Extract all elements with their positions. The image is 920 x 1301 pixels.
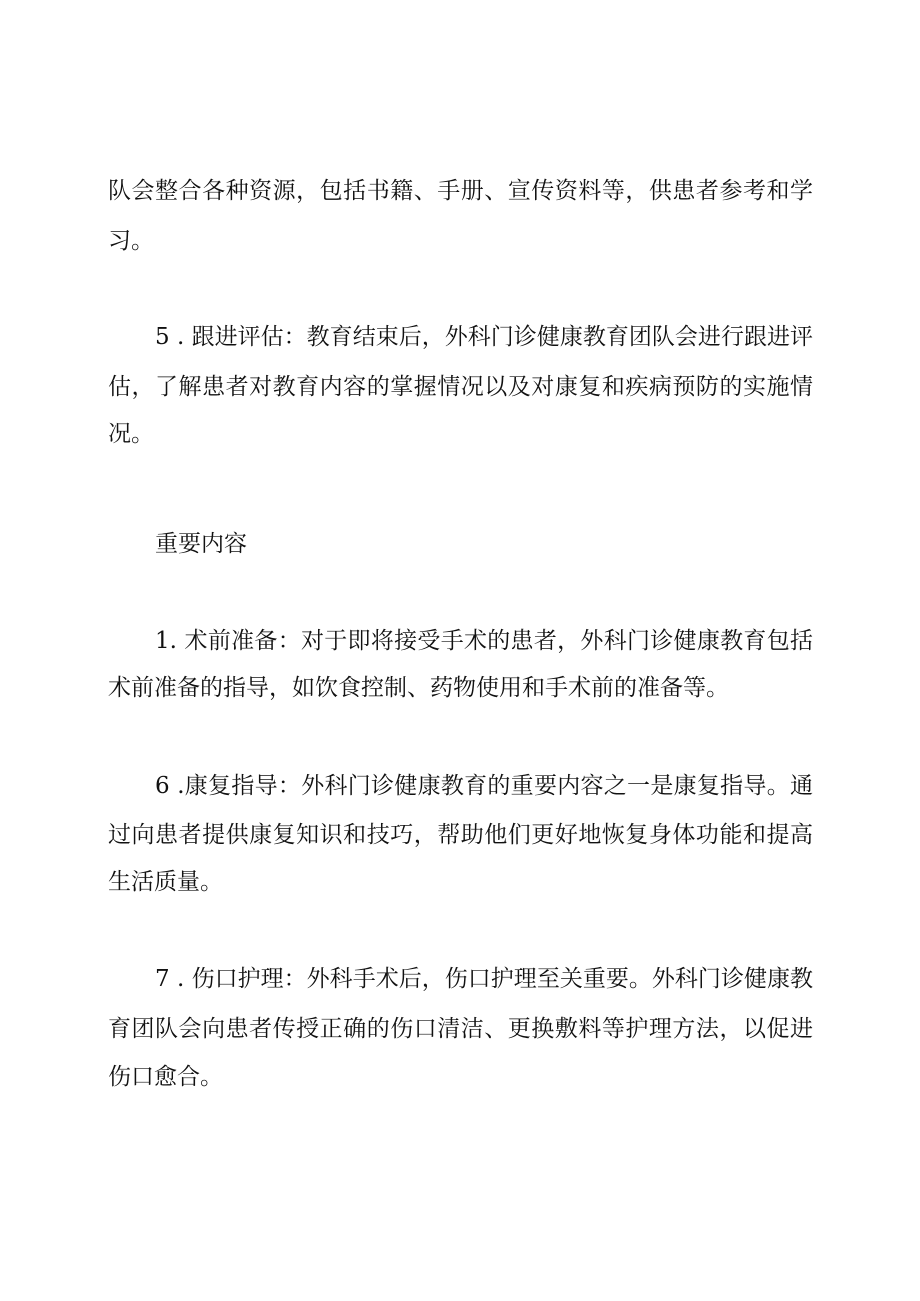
paragraph-line: 7 . 伤口护理：外科手术后，伤口护理至关重要。外科门诊健康教 <box>155 966 813 992</box>
paragraph-line: 5 . 跟进评估：教育结束后，外科门诊健康教育团队会进行跟进评 <box>155 324 813 350</box>
paragraph-line: 过向患者提供康复知识和技巧，帮助他们更好地恢复身体功能和提高 <box>108 822 813 848</box>
paragraph-line: 术前准备的指导，如饮食控制、药物使用和手术前的准备等。 <box>108 675 729 701</box>
paragraph-line: 队会整合各种资源，包括书籍、手册、宣传资料等，供患者参考和学 <box>108 178 813 204</box>
paragraph-line: 况。 <box>108 421 154 447</box>
paragraph-line: 伤口愈合。 <box>108 1064 223 1090</box>
paragraph-line: 习。 <box>108 228 154 254</box>
paragraph-line: 6 .康复指导：外科门诊健康教育的重要内容之一是康复指导。通 <box>155 773 813 799</box>
paragraph-line: 生活质量。 <box>108 869 223 895</box>
section-heading: 重要内容 <box>155 531 247 557</box>
paragraph-line: 育团队会向患者传授正确的伤口清洁、更换敷料等护理方法，以促进 <box>108 1016 813 1042</box>
paragraph-line: 估，了解患者对教育内容的掌握情况以及对康复和疾病预防的实施情 <box>108 374 813 400</box>
paragraph-line: 1. 术前准备：对于即将接受手术的患者，外科门诊健康教育包括 <box>155 628 813 654</box>
